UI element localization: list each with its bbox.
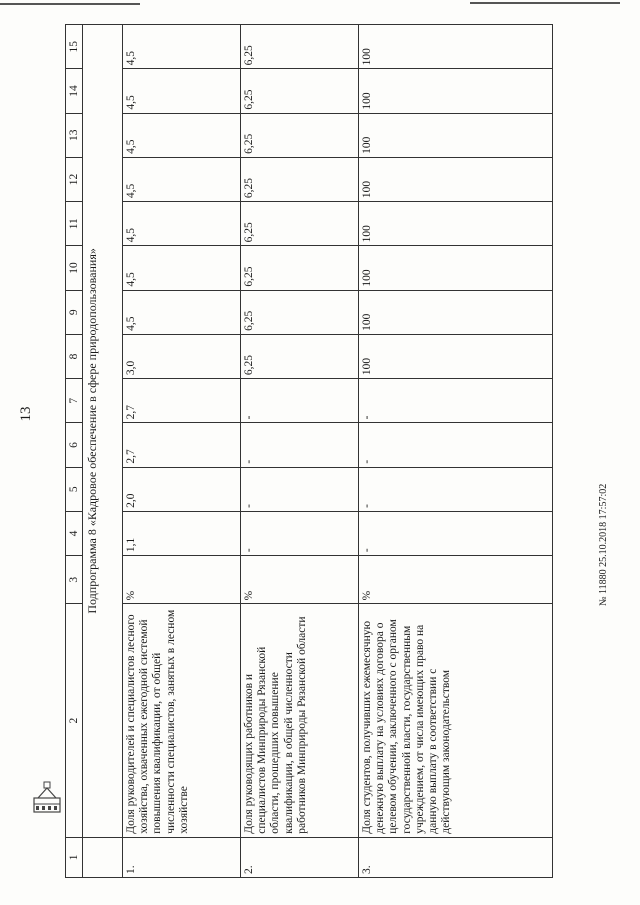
value-cell: 100 <box>358 290 552 334</box>
value-cell: 100 <box>358 334 552 378</box>
column-number: 9 <box>66 290 83 334</box>
value-cell: - <box>240 423 358 467</box>
value-cell: - <box>240 511 358 555</box>
value-cell: - <box>358 423 552 467</box>
value-cell: 6,25 <box>240 113 358 157</box>
value-cell: - <box>240 467 358 511</box>
value-cell: 4,5 <box>122 113 240 157</box>
value-cell: 4,5 <box>122 290 240 334</box>
registration-stamp: № 11880 25.10.2018 17:57:02 <box>598 483 609 606</box>
column-number: 3 <box>66 556 83 604</box>
column-number: 15 <box>66 25 83 69</box>
value-cell: 2,0 <box>122 467 240 511</box>
scan-artifact <box>0 3 140 5</box>
unit-cell: % <box>358 556 552 604</box>
value-cell: 6,25 <box>240 157 358 201</box>
value-cell: 100 <box>358 246 552 290</box>
value-cell: 6,25 <box>240 290 358 334</box>
column-number: 2 <box>66 604 83 837</box>
value-cell: 2,7 <box>122 379 240 423</box>
unit-cell: % <box>122 556 240 604</box>
value-cell: 6,25 <box>240 25 358 69</box>
column-number: 1 <box>66 837 83 877</box>
column-number: 14 <box>66 69 83 113</box>
row-number: 3. <box>358 837 552 877</box>
value-cell: - <box>358 467 552 511</box>
value-cell: 4,5 <box>122 202 240 246</box>
subprogram-title: Подпрограмма 8 «Кадровое обеспечение в сфере природопользования» <box>83 25 123 838</box>
indicator-name: Доля руководящих работников и специалистов Минприроды Рязанской области, прошедших повышение квалификации, в общей численности работников Минприроды Рязанской области <box>240 604 358 837</box>
table-row <box>358 25 552 878</box>
column-number: 11 <box>66 202 83 246</box>
value-cell: 3,0 <box>122 334 240 378</box>
value-cell: 6,25 <box>240 246 358 290</box>
table-row <box>122 25 240 878</box>
value-cell: - <box>358 379 552 423</box>
unit-cell: % <box>240 556 358 604</box>
rotated-table-wrapper <box>65 24 553 878</box>
value-cell: - <box>240 379 358 423</box>
value-cell: 100 <box>358 69 552 113</box>
value-cell: 6,25 <box>240 202 358 246</box>
subprogram-row <box>83 25 123 878</box>
indicators-table <box>65 24 553 878</box>
table-row <box>240 25 358 878</box>
value-cell: 6,25 <box>240 334 358 378</box>
document-logo-icon <box>30 778 64 818</box>
scan-artifact <box>470 2 620 4</box>
indicator-name: Доля студентов, получивших ежемесячную денежную выплату на условиях договора о целевом обучении, заключенного с органом государственной власти, государственным учреждением, от числа имеющих право на данную выплату в соответствии с действующим законодательством <box>358 604 552 837</box>
value-cell: - <box>358 511 552 555</box>
value-cell: 4,5 <box>122 69 240 113</box>
value-cell: 100 <box>358 113 552 157</box>
value-cell: 4,5 <box>122 246 240 290</box>
row-number: 1. <box>122 837 240 877</box>
column-number: 13 <box>66 113 83 157</box>
column-number: 8 <box>66 334 83 378</box>
value-cell: 100 <box>358 25 552 69</box>
value-cell: 100 <box>358 202 552 246</box>
column-number: 4 <box>66 511 83 555</box>
page-number: 13 <box>18 406 34 422</box>
value-cell: 2,7 <box>122 423 240 467</box>
column-number-row <box>66 25 83 878</box>
value-cell: 4,5 <box>122 157 240 201</box>
column-number: 7 <box>66 379 83 423</box>
row-number: 2. <box>240 837 358 877</box>
column-number: 6 <box>66 423 83 467</box>
column-number: 12 <box>66 157 83 201</box>
value-cell: 4,5 <box>122 25 240 69</box>
column-number: 5 <box>66 467 83 511</box>
value-cell: 6,25 <box>240 69 358 113</box>
value-cell: 1,1 <box>122 511 240 555</box>
value-cell: 100 <box>358 157 552 201</box>
indicator-name: Доля руководителей и специалистов лесного хозяйства, охваченных ежегодной системой повышения квалификации, от общей численности специалистов, занятых в лесном хозяйстве <box>122 604 240 837</box>
column-number: 10 <box>66 246 83 290</box>
